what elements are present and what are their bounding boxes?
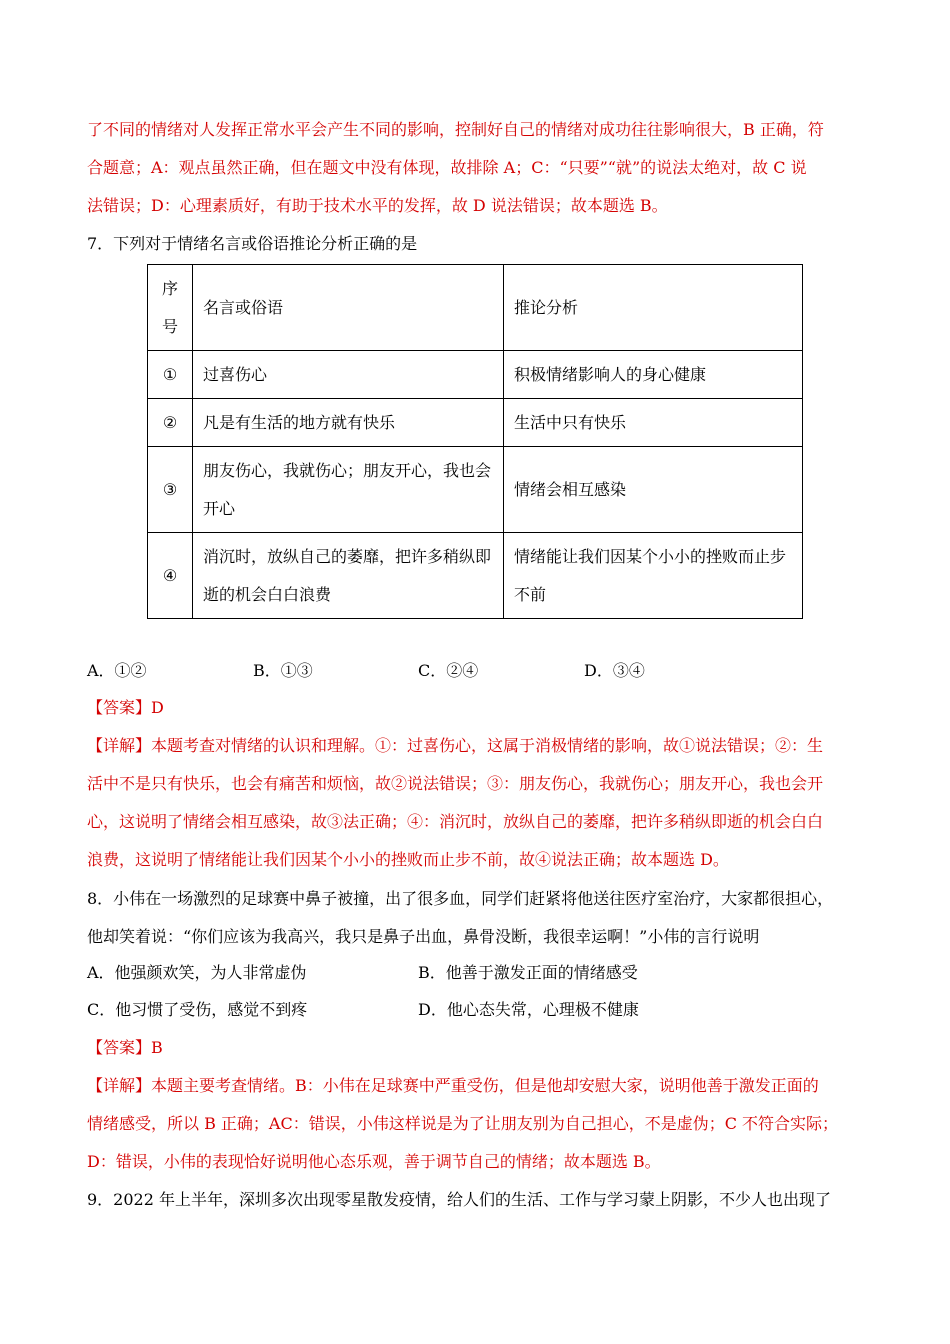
table-header-cell: 序号 (148, 265, 193, 351)
explanation-line: 心，这说明了情绪会相互感染，故③法正确；④：消沉时，放纵自己的萎靡，把许多稍纵即逝的机会白白 (87, 812, 824, 831)
question-9-stem: 9．2022 年上半年，深圳多次出现零星散发疫情，给人们的生活、工作与学习蒙上阴影，不少人也出现了 (87, 1190, 831, 1209)
table-header-cell: 推论分析 (504, 265, 803, 351)
table-cell: 积极情绪影响人的身心健康 (504, 351, 803, 399)
question-7-stem: 7．下列对于情绪名言或俗语推论分析正确的是 (87, 234, 418, 253)
table-row (148, 447, 803, 533)
table-header-cell: 名言或俗语 (193, 265, 504, 351)
explanation-line: 活中不是只有快乐，也会有痛苦和烦恼，故②说法错误；③：朋友伤心，我就伤心；朋友开心，我也会开 (87, 774, 824, 793)
explanation-line: 【详解】本题考查对情绪的认识和理解。①：过喜伤心，这属于消极情绪的影响，故①说法错误；②：生 (87, 736, 824, 755)
table-cell: 情绪能让我们因某个小小的挫败而止步不前 (504, 533, 803, 619)
explanation-line: 法错误；D：心理素质好，有助于技术水平的发挥，故 D 说法错误；故本题选 B。 (87, 196, 668, 215)
option-d: D．③④ (584, 661, 645, 680)
answer-label: 【答案】B (87, 1038, 163, 1057)
explanation-line: 【详解】本题主要考查情绪。B：小伟在足球赛中严重受伤，但是他却安慰大家，说明他善于激发正面的 (87, 1076, 819, 1095)
table-header-row (148, 265, 803, 351)
table-cell: 凡是有生活的地方就有快乐 (193, 399, 504, 447)
question-8-stem: 他却笑着说：“你们应该为我高兴，我只是鼻子出血，鼻骨没断，我很幸运啊！”小伟的言行说明 (87, 927, 760, 946)
option-d: D．他心态失常，心理极不健康 (418, 1000, 639, 1019)
explanation-line: D：错误，小伟的表现恰好说明他心态乐观，善于调节自己的情绪；故本题选 B。 (87, 1152, 661, 1171)
table-cell: ④ (148, 533, 193, 619)
table-cell: 过喜伤心 (193, 351, 504, 399)
table-cell: 朋友伤心，我就伤心；朋友开心，我也会开心 (193, 447, 504, 533)
table-row (148, 399, 803, 447)
table-row (148, 533, 803, 619)
table-row (148, 351, 803, 399)
explanation-line: 浪费，这说明了情绪能让我们因某个小小的挫败而止步不前，故④说法正确；故本题选 D。 (87, 850, 729, 869)
option-c: C．②④ (418, 661, 479, 680)
option-c: C．他习惯了受伤，感觉不到疼 (87, 1000, 308, 1019)
answer-label: 【答案】D (87, 698, 164, 717)
table-cell: ① (148, 351, 193, 399)
table-cell: 消沉时，放纵自己的萎靡，把许多稍纵即逝的机会白白浪费 (193, 533, 504, 619)
explanation-line: 合题意；A：观点虽然正确，但在题文中没有体现，故排除 A；C：“只要”“就”的说法太绝对，故 C 说 (87, 158, 807, 177)
option-a: A．①② (87, 661, 147, 680)
table-cell: ③ (148, 447, 193, 533)
table-cell: 情绪会相互感染 (504, 447, 803, 533)
explanation-line: 情绪感受，所以 B 正确；AC：错误，小伟这样说是为了让朋友别为自己担心，不是虚伪；C 不符合实际； (87, 1114, 839, 1133)
option-a: A．他强颜欢笑，为人非常虚伪 (87, 963, 307, 982)
table-cell: ② (148, 399, 193, 447)
option-b: B．①③ (253, 661, 313, 680)
option-b: B．他善于激发正面的情绪感受 (418, 963, 638, 982)
question-8-stem: 8．小伟在一场激烈的足球赛中鼻子被撞，出了很多血，同学们赶紧将他送往医疗室治疗，大家都很担心， (87, 889, 834, 908)
question-7-table (147, 264, 803, 619)
table-cell: 生活中只有快乐 (504, 399, 803, 447)
explanation-line: 了不同的情绪对人发挥正常水平会产生不同的影响，控制好自己的情绪对成功往往影响很大，B 正确，符 (87, 120, 824, 139)
